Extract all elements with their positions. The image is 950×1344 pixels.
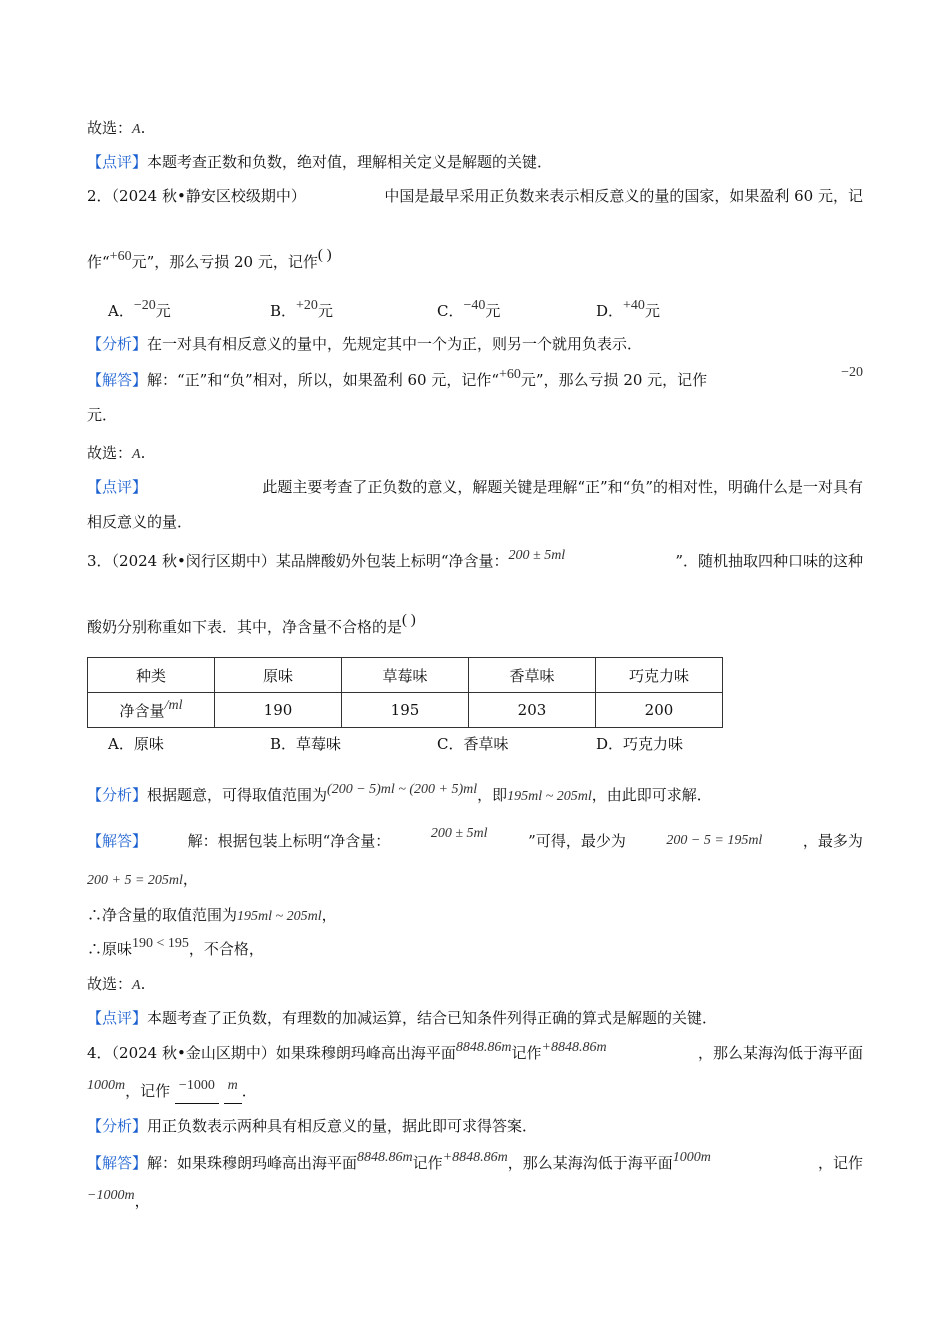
analysis-text: 根据题意，可得取值范围为 [147,786,328,804]
stem-math: 200 ± 5ml [508,548,566,563]
solution-math: 195ml ~ 205ml [237,909,322,924]
analysis-math: 195ml ~ 205ml [507,789,592,804]
solution-text: ， [321,906,337,924]
answer-paren: ( ) [317,247,332,263]
stem-text: ． [241,1082,257,1100]
stem-text: 酸奶分别称重如下表．其中，净含量不合格的是 [87,618,403,636]
stem-math: +60 [109,249,132,264]
solution-math: 200 − 5 = 195ml [666,833,763,848]
q2-comment-line1 [87,477,863,497]
q3-step2-line [87,936,863,961]
q3-step1-line [87,905,863,927]
answer-blank [175,1078,219,1104]
choose-label: 故选： [87,975,133,993]
q3-solution-line1 [87,826,863,851]
solution-text: ， [182,870,198,888]
table-row [88,693,723,728]
solution-text: ∴净含量的取值范围为 [87,906,238,924]
q2-stem-line2 [87,247,863,274]
solution-text: 解：如果珠穆朗玛峰高出海平面 [147,1154,358,1172]
option-label: B． [270,302,297,320]
q2-analysis-line [87,334,863,354]
solution-tag: 【解答】 [87,832,148,850]
period: . [140,119,146,137]
table-cell: 200 [596,693,723,728]
solution-math: +60 [498,367,521,382]
choose-answer: A [132,978,141,993]
q3-option-a [108,733,164,754]
stem-text: ，记作 [125,1082,171,1100]
q2-option-c [437,300,500,321]
analysis-tag: 【分析】 [87,335,148,353]
row-unit: /ml [164,697,183,713]
q2-option-a [108,300,171,321]
option-label: C． [437,735,464,753]
option-label: C． [437,302,464,320]
solution-math: −1000m [87,1188,135,1203]
comment-tag: 【点评】 [87,153,148,171]
analysis-text: 用正负数表示两种具有相反意义的量，据此即可求得答案． [147,1117,538,1135]
answer-paren: ( ) [402,612,416,628]
q3-choose-line [87,974,863,996]
period: . [140,975,146,993]
solution-text: ，那么某海沟低于海平面 [507,1154,673,1172]
table-cell: 195 [342,693,469,728]
period: . [140,444,146,462]
question-source: （2024 秋•闵行区期中） [111,552,276,570]
solution-text: ∴原味 [87,940,133,958]
solution-tag: 【解答】 [87,371,148,389]
solution-text: 解：“正”和“负”相对，所以，如果盈利 60 元，记作“ [147,371,499,389]
option-label: D． [596,302,624,320]
answer-unit: m [227,1078,238,1093]
q3-analysis-line [87,782,863,807]
choose-label: 故选： [87,444,133,462]
comment-text: 本题考查正数和负数，绝对值，理解相关定义是解题的关键． [147,153,553,171]
question-number: 4． [87,1044,112,1062]
q2-option-d [596,300,660,321]
analysis-text: 在一对具有相反意义的量中，先规定其中一个为正，则另一个就用负表示． [147,335,643,353]
choose-answer: A [132,122,141,137]
analysis-tag: 【分析】 [87,1117,148,1135]
q2-stem-line1 [87,186,863,206]
q4-solution-line1 [87,1150,863,1175]
q1-choose-line [87,118,863,140]
stem-math: 1000m [87,1078,126,1093]
table-header-cell: 草莓味 [342,658,469,693]
stem-text: ，那么某海沟低于海平面 [697,1044,863,1062]
option-text: 香草味 [463,735,509,753]
q2-option-b [270,300,333,321]
solution-text: ，不合格， [188,940,264,958]
comment-text: 本题考查了正负数，有理数的加减运算，结合已知条件列得正确的算式是解题的关键． [147,1009,718,1027]
q2-comment-line2 [87,512,863,532]
stem-text: 记作 [511,1044,542,1062]
table-cell: 190 [215,693,342,728]
solution-text: 元”，那么亏损 20 元，记作 [520,371,708,389]
question-source: （2024 秋•静安区校级期中） [111,187,306,205]
solution-text: 解：根据包装上标明“净含量： [187,832,391,850]
question-number: 3． [87,552,112,570]
solution-math: 200 ± 5ml [430,826,488,841]
stem-text: ”．随机抽取四种口味的这种 [675,552,863,570]
stem-text: 作“ [87,253,110,271]
choose-answer: A [132,447,141,462]
solution-text: ，最多为 [802,832,863,850]
table-header-cell: 原味 [215,658,342,693]
q3-stem-line2 [87,612,863,638]
stem-math: 8848.86m [455,1040,512,1055]
q3-solution-line2 [87,869,863,891]
q4-analysis-line [87,1116,863,1136]
option-text: 草莓味 [296,735,342,753]
option-label: A． [108,302,134,320]
choose-label: 故选： [87,119,133,137]
option-unit: 元 [485,302,501,320]
analysis-tag: 【分析】 [87,786,148,804]
solution-text: ，记作 [817,1154,863,1172]
solution-tag: 【解答】 [87,1154,148,1172]
solution-text: 记作 [412,1154,443,1172]
solution-math: 8848.86m [357,1150,413,1165]
q3-comment-line [87,1008,863,1028]
stem-text: 元”，那么亏损 20 元，记作 [131,253,318,271]
q4-stem-line2 [87,1078,863,1104]
net-content-table [87,657,723,728]
option-math: −20 [133,298,156,313]
solution-text: ， [134,1192,150,1210]
row-label: 净含量 [119,701,165,720]
analysis-text: ，即 [477,786,508,804]
comment-tag: 【点评】 [87,1009,148,1027]
comment-text: 相反意义的量． [87,513,193,531]
solution-text: ”可得，最少为 [528,832,626,850]
question-number: 2． [87,187,112,205]
stem-text: 如果珠穆朗玛峰高出海平面 [275,1044,456,1062]
table-header-cell: 巧克力味 [596,658,723,693]
q2-solution-line2 [87,405,863,425]
solution-math: −20 [841,365,863,380]
comment-tag: 【点评】 [87,478,148,496]
comment-text: 此题主要考查了正负数的意义，解题关键是理解“正”和“负”的相对性，明确什么是一对具有 [262,478,863,496]
option-math: +20 [296,298,318,313]
stem-text: 某品牌酸奶外包装上标明“净含量： [275,552,509,570]
stem-math: +8848.86m [541,1040,607,1055]
question-source: （2024 秋•金山区期中） [111,1044,276,1062]
option-label: A． [108,735,134,753]
option-text: 巧克力味 [623,735,684,753]
table-header-cell: 香草味 [469,658,596,693]
q3-option-d [596,733,683,754]
question-stem: 中国是最早采用正负数来表示相反意义的量的国家，如果盈利 60 元，记 [384,187,863,205]
option-math: −40 [463,298,486,313]
solution-text: 元． [87,406,118,424]
option-math: +40 [623,298,645,313]
option-label: B． [270,735,297,753]
table-row-label-cell [88,693,215,728]
table-cell: 203 [469,693,596,728]
q2-choose-line [87,443,863,465]
analysis-text: ，由此即可求解． [591,786,712,804]
option-label: D． [596,735,624,753]
option-text: 原味 [133,735,164,753]
answer-blank-unit [224,1078,242,1104]
option-unit: 元 [317,302,333,320]
solution-math: +8848.86m [442,1150,508,1165]
q2-solution-line1 [87,365,863,392]
table-row [88,658,723,693]
option-unit: 元 [644,302,660,320]
q3-option-b [270,733,341,754]
option-unit: 元 [155,302,171,320]
answer-blank-value: −1000 [178,1078,215,1093]
q3-option-c [437,733,509,754]
solution-math: 1000m [672,1150,711,1165]
q3-stem-line1 [87,548,863,573]
analysis-math: (200 − 5)ml ~ (200 + 5)ml [327,782,478,797]
q4-stem-line1 [87,1040,863,1065]
solution-math: 200 + 5 = 205ml [87,873,183,888]
q1-comment-line [87,152,863,172]
q4-solution-line2 [87,1188,863,1213]
table-header-cell: 种类 [88,658,215,693]
solution-math: 190 < 195 [132,936,189,951]
